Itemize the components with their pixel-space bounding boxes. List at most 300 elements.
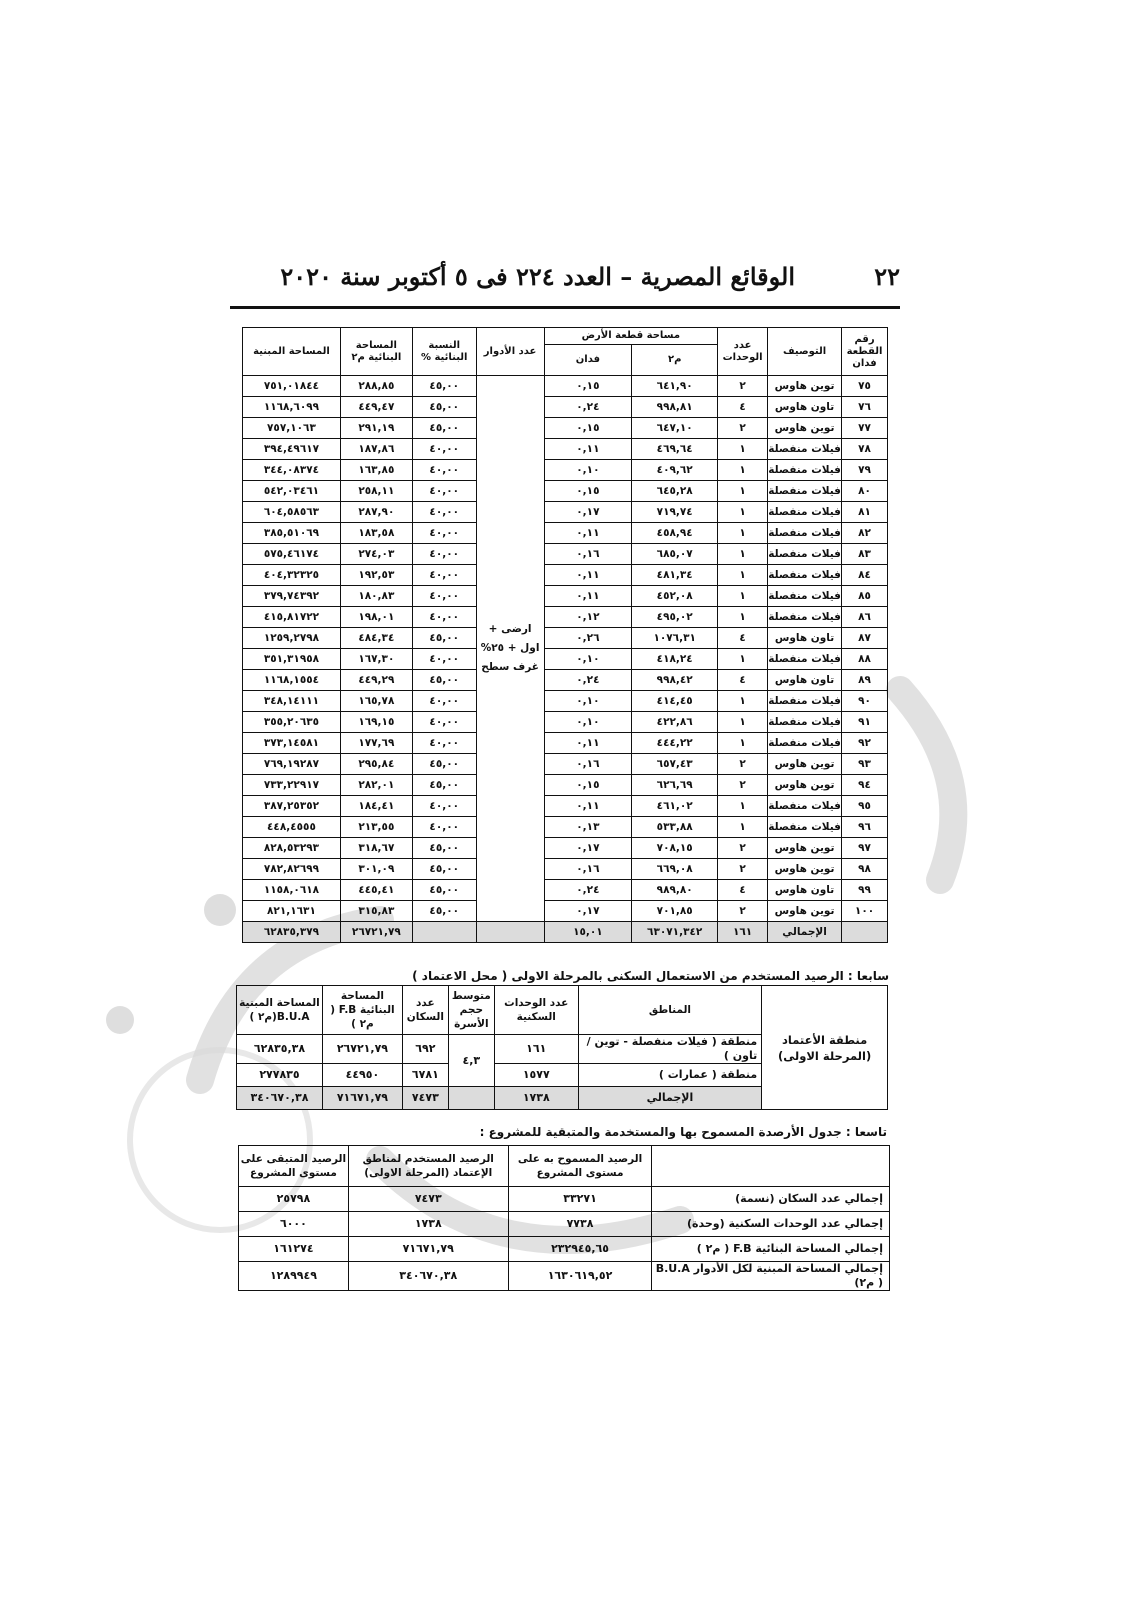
plot-fb-area: ٢٨٧,٩٠	[340, 502, 412, 523]
floors-cell: ارضى + اول + ٢٥% غرف سطح	[476, 376, 544, 922]
plot-bua-area: ١١٦٨,٦٠٩٩	[243, 397, 341, 418]
plot-units: ١	[718, 439, 768, 460]
units-cell: ١٦١	[494, 1035, 578, 1064]
plot-fb-area: ١٦٩,١٥	[340, 712, 412, 733]
plot-area-feddan: ٠,١٠	[544, 460, 632, 481]
allowed-cell: ٣٣٢٧١	[508, 1187, 652, 1212]
plot-area-feddan: ٠,١٠	[544, 649, 632, 670]
population-cell: ٦٧٨١	[402, 1064, 448, 1087]
plot-number: ٧٥	[842, 376, 888, 397]
plot-fb-area: ٢٩٥,٨٤	[340, 754, 412, 775]
plot-ratio: ٤٥,٠٠	[412, 901, 476, 922]
total-fb: ٧١٦٧١,٧٩	[322, 1087, 402, 1110]
plot-number: ٨٨	[842, 649, 888, 670]
plot-bua-area: ٧٥١,٠١٨٤٤	[243, 376, 341, 397]
plot-bua-area: ٨٢٨,٥٣٢٩٣	[243, 838, 341, 859]
t2-header-units: عدد الوحدات السكنية	[494, 986, 578, 1035]
plot-number: ٨١	[842, 502, 888, 523]
header-floors: عدد الأدوار	[476, 328, 544, 376]
plot-description: فيلات منفصلة	[768, 565, 842, 586]
plot-description: فيلات منفصلة	[768, 439, 842, 460]
table-row	[243, 754, 888, 775]
plot-description: توين هاوس	[768, 775, 842, 796]
plot-description: فيلات منفصلة	[768, 481, 842, 502]
plot-description: فيلات منفصلة	[768, 460, 842, 481]
empty-cell	[412, 922, 476, 943]
plot-bua-area: ٣٥٥,٢٠٦٣٥	[243, 712, 341, 733]
plot-ratio: ٤٠,٠٠	[412, 691, 476, 712]
plot-description: فيلات منفصلة	[768, 649, 842, 670]
plot-units: ١	[718, 733, 768, 754]
plot-area-feddan: ٠,١٣	[544, 817, 632, 838]
plot-bua-area: ٣٤٨,١٤١١١	[243, 691, 341, 712]
row-label: إجمالي المساحة البنائية F.B ( م٢ )	[652, 1237, 890, 1262]
plot-units: ٤	[718, 880, 768, 901]
plot-bua-area: ٧٣٣,٢٢٩١٧	[243, 775, 341, 796]
plot-description: فيلات منفصلة	[768, 691, 842, 712]
total-units: ١٧٣٨	[494, 1087, 578, 1110]
table-row	[239, 1237, 890, 1262]
plot-fb-area: ٣٠١,٠٩	[340, 859, 412, 880]
plot-fb-area: ١٦٣,٨٥	[340, 460, 412, 481]
plot-fb-area: ١٨٤,٤١	[340, 796, 412, 817]
plot-number: ٩١	[842, 712, 888, 733]
t2-header-fb: المساحة البنائية F.B ( م٢ )	[322, 986, 402, 1035]
plot-number: ٨٩	[842, 670, 888, 691]
table-row	[243, 397, 888, 418]
remaining-cell: ١٢٨٩٩٤٩	[239, 1262, 349, 1291]
plot-ratio: ٤٥,٠٠	[412, 670, 476, 691]
table-row	[239, 1262, 890, 1291]
plot-ratio: ٤٠,٠٠	[412, 649, 476, 670]
plot-fb-area: ٢٩١,١٩	[340, 418, 412, 439]
plot-bua-area: ٣٧٣,١٤٥٨١	[243, 733, 341, 754]
plot-fb-area: ٢٨٢,٠١	[340, 775, 412, 796]
plot-bua-area: ٧٥٧,١٠٦٣	[243, 418, 341, 439]
plot-area-m2: ٧٠٨,١٥	[632, 838, 718, 859]
plot-units: ١	[718, 586, 768, 607]
header-description: التوصيف	[768, 328, 842, 376]
plot-fb-area: ١٩٨,٠١	[340, 607, 412, 628]
total-fb-area: ٢٦٧٢١,٧٩	[340, 922, 412, 943]
plot-units: ٢	[718, 838, 768, 859]
plot-area-m2: ٤٠٩,٦٢	[632, 460, 718, 481]
plot-number: ٨٥	[842, 586, 888, 607]
plot-number: ٩٩	[842, 880, 888, 901]
empty-cell	[842, 922, 888, 943]
header-rule	[230, 306, 900, 309]
plot-area-feddan: ٠,١٦	[544, 754, 632, 775]
fb-cell: ٢٦٧٢١,٧٩	[322, 1035, 402, 1064]
header-units: عدد الوحدات	[718, 328, 768, 376]
plot-area-m2: ٦٥٧,٤٣	[632, 754, 718, 775]
plot-area-m2: ٤٥٨,٩٤	[632, 523, 718, 544]
total-bua: ٣٤٠٦٧٠,٣٨	[237, 1087, 323, 1110]
plot-units: ١	[718, 502, 768, 523]
plot-ratio: ٤٠,٠٠	[412, 502, 476, 523]
table-row	[243, 586, 888, 607]
plot-area-feddan: ٠,٢٦	[544, 628, 632, 649]
table-row	[243, 859, 888, 880]
plot-ratio: ٤٥,٠٠	[412, 376, 476, 397]
section7-caption: سابعا : الرصيد المستخدم من الاستعمال السكنى بالمرحلة الاولى ( محل الاعتماد )	[412, 969, 889, 983]
plot-area-m2: ٤١٨,٢٤	[632, 649, 718, 670]
plot-bua-area: ١١٦٨,١٥٥٤	[243, 670, 341, 691]
plot-area-feddan: ٠,١١	[544, 523, 632, 544]
allowed-cell: ٧٧٣٨	[508, 1212, 652, 1237]
plot-description: فيلات منفصلة	[768, 817, 842, 838]
fb-cell: ٤٤٩٥٠	[322, 1064, 402, 1087]
plot-description: توين هاوس	[768, 838, 842, 859]
plot-area-feddan: ٠,١١	[544, 733, 632, 754]
units-cell: ١٥٧٧	[494, 1064, 578, 1087]
plot-fb-area: ١٦٥,٧٨	[340, 691, 412, 712]
plot-bua-area: ٣٨٧,٢٥٣٥٢	[243, 796, 341, 817]
t2-header-family: متوسط حجم الأسرة	[448, 986, 494, 1035]
plot-area-m2: ٦٢٦,٦٩	[632, 775, 718, 796]
plot-area-feddan: ٠,١١	[544, 586, 632, 607]
table-row	[243, 418, 888, 439]
page-number: ٢٢	[874, 262, 900, 291]
plot-units: ١	[718, 481, 768, 502]
table-row	[243, 817, 888, 838]
area-name: منطقة ( عمارات )	[578, 1064, 762, 1087]
plot-units: ١	[718, 796, 768, 817]
plot-number: ٩٨	[842, 859, 888, 880]
plot-bua-area: ٤٠٤,٣٢٣٢٥	[243, 565, 341, 586]
plot-units: ٢	[718, 859, 768, 880]
plot-fb-area: ١٧٧,٦٩	[340, 733, 412, 754]
plot-ratio: ٤٥,٠٠	[412, 775, 476, 796]
row-label: إجمالي عدد السكان (نسمة)	[652, 1187, 890, 1212]
plot-bua-area: ٣٧٩,٧٤٣٩٢	[243, 586, 341, 607]
total-units: ١٦١	[718, 922, 768, 943]
plot-number: ٩٧	[842, 838, 888, 859]
header-fb-area: المساحة البنائية م٢	[340, 328, 412, 376]
plot-area-feddan: ٠,١٦	[544, 859, 632, 880]
plot-fb-area: ٣١٥,٨٣	[340, 901, 412, 922]
plot-units: ١	[718, 523, 768, 544]
plot-area-m2: ٧١٩,٧٤	[632, 502, 718, 523]
table-row	[239, 1187, 890, 1212]
plot-area-feddan: ٠,١٦	[544, 544, 632, 565]
plot-bua-area: ٤١٥,٨١٧٢٢	[243, 607, 341, 628]
family-size-cell: ٤,٣	[448, 1035, 494, 1087]
plot-area-feddan: ٠,١٥	[544, 376, 632, 397]
table-row	[243, 712, 888, 733]
table-row	[243, 796, 888, 817]
plot-ratio: ٤٥,٠٠	[412, 838, 476, 859]
plot-area-feddan: ٠,١٠	[544, 691, 632, 712]
total-bua-area: ٦٢٨٣٥,٣٧٩	[243, 922, 341, 943]
header-plot-no: رقم القطعة فدان	[842, 328, 888, 376]
table-row	[243, 502, 888, 523]
plot-number: ٨٠	[842, 481, 888, 502]
plot-description: تاون هاوس	[768, 628, 842, 649]
plot-area-m2: ٦٨٥,٠٧	[632, 544, 718, 565]
used-cell: ٧١٦٧١,٧٩	[348, 1237, 508, 1262]
plot-area-feddan: ٠,١٧	[544, 502, 632, 523]
plot-description: توين هاوس	[768, 754, 842, 775]
plot-number: ٨٢	[842, 523, 888, 544]
plot-fb-area: ١٨٠,٨٣	[340, 586, 412, 607]
plot-ratio: ٤٠,٠٠	[412, 607, 476, 628]
bua-cell: ٢٧٧٨٣٥	[237, 1064, 323, 1087]
t2-header-bua: المساحة المبنية B.U.A(م٢ )	[237, 986, 323, 1035]
plot-ratio: ٤٠,٠٠	[412, 544, 476, 565]
plot-description: توين هاوس	[768, 418, 842, 439]
total-area-m2: ٦٣٠٧١,٣٤٢	[632, 922, 718, 943]
plot-ratio: ٤٠,٠٠	[412, 817, 476, 838]
total-label: الإجمالي	[578, 1087, 762, 1110]
plot-number: ٩٦	[842, 817, 888, 838]
plot-bua-area: ١٢٥٩,٢٧٩٨	[243, 628, 341, 649]
plot-area-m2: ٩٨٩,٨٠	[632, 880, 718, 901]
plot-description: فيلات منفصلة	[768, 502, 842, 523]
plot-area-feddan: ٠,١١	[544, 796, 632, 817]
table-row	[243, 691, 888, 712]
section9-caption: تاسعا : جدول الأرصدة المسموح بها والمستخدمة والمتبقية للمشروع :	[479, 1125, 887, 1139]
plot-units: ٢	[718, 775, 768, 796]
plot-description: فيلات منفصلة	[768, 607, 842, 628]
plot-fb-area: ١٨٣,٥٨	[340, 523, 412, 544]
allowed-cell: ١٦٣٠٦١٩,٥٢	[508, 1262, 652, 1291]
plot-fb-area: ١٦٧,٣٠	[340, 649, 412, 670]
plots-table	[242, 327, 888, 943]
plot-fb-area: ١٨٧,٨٦	[340, 439, 412, 460]
header-ratio: النسبة البنائية %	[412, 328, 476, 376]
empty-cell	[476, 922, 544, 943]
plot-number: ٩٠	[842, 691, 888, 712]
plot-description: توين هاوس	[768, 376, 842, 397]
plot-units: ١	[718, 607, 768, 628]
plot-area-m2: ٦٤٧,١٠	[632, 418, 718, 439]
plot-description: تاون هاوس	[768, 670, 842, 691]
table-row	[243, 901, 888, 922]
plot-number: ٨٤	[842, 565, 888, 586]
plot-description: فيلات منفصلة	[768, 544, 842, 565]
plot-description: تاون هاوس	[768, 397, 842, 418]
allowed-cell: ٢٣٢٩٤٥,٦٥	[508, 1237, 652, 1262]
used-cell: ٣٤٠٦٧٠,٣٨	[348, 1262, 508, 1291]
plot-area-m2: ١٠٧٦,٣١	[632, 628, 718, 649]
total-population: ٧٤٧٣	[402, 1087, 448, 1110]
plot-bua-area: ٤٤٨,٤٥٥٥	[243, 817, 341, 838]
plot-description: توين هاوس	[768, 859, 842, 880]
plot-number: ٨٧	[842, 628, 888, 649]
plot-area-m2: ٤٦١,٠٢	[632, 796, 718, 817]
plot-fb-area: ٤٨٤,٣٤	[340, 628, 412, 649]
plot-number: ٩٣	[842, 754, 888, 775]
total-label: الإجمالي	[768, 922, 842, 943]
plot-ratio: ٤٠,٠٠	[412, 712, 476, 733]
plot-fb-area: ٢٨٨,٨٥	[340, 376, 412, 397]
plot-fb-area: ١٩٢,٥٣	[340, 565, 412, 586]
plot-ratio: ٤٠,٠٠	[412, 460, 476, 481]
plot-number: ٧٨	[842, 439, 888, 460]
section9-table	[238, 1145, 890, 1291]
plot-number: ٩٢	[842, 733, 888, 754]
plot-description: فيلات منفصلة	[768, 586, 842, 607]
plot-units: ٢	[718, 418, 768, 439]
total-row	[243, 922, 888, 943]
plot-area-m2: ٤٩٥,٠٢	[632, 607, 718, 628]
plot-units: ١	[718, 544, 768, 565]
header-feddan: فدان	[544, 345, 632, 376]
plot-area-m2: ٤٨١,٣٤	[632, 565, 718, 586]
table-row	[243, 565, 888, 586]
plot-units: ١	[718, 712, 768, 733]
plot-units: ١	[718, 817, 768, 838]
plot-description: فيلات منفصلة	[768, 796, 842, 817]
remaining-cell: ١٦١٢٧٤	[239, 1237, 349, 1262]
plot-units: ٤	[718, 628, 768, 649]
plot-area-m2: ٩٩٨,٤٢	[632, 670, 718, 691]
plot-ratio: ٤٠,٠٠	[412, 796, 476, 817]
plot-description: فيلات منفصلة	[768, 712, 842, 733]
plot-bua-area: ٣٥١,٣١٩٥٨	[243, 649, 341, 670]
t2-header-population: عدد السكان	[402, 986, 448, 1035]
header-m2: م٢	[632, 345, 718, 376]
remaining-cell: ٦٠٠٠	[239, 1212, 349, 1237]
plot-area-feddan: ٠,٢٤	[544, 670, 632, 691]
plot-units: ٢	[718, 754, 768, 775]
plot-units: ١	[718, 565, 768, 586]
table-row	[243, 628, 888, 649]
area-name: منطقة ( فيلات منفصلة - توين /تاون )	[578, 1035, 762, 1064]
plot-bua-area: ٥٤٢,٠٣٤٦١	[243, 481, 341, 502]
plot-area-feddan: ٠,١١	[544, 439, 632, 460]
plot-area-m2: ٤٦٩,٦٤	[632, 439, 718, 460]
plot-units: ٤	[718, 397, 768, 418]
plot-bua-area: ٣٨٥,٥١٠٦٩	[243, 523, 341, 544]
plot-ratio: ٤٠,٠٠	[412, 565, 476, 586]
total-area-feddan: ١٥,٠١	[544, 922, 632, 943]
plot-bua-area: ٣٤٤,٠٨٣٧٤	[243, 460, 341, 481]
plot-units: ٢	[718, 376, 768, 397]
plot-area-m2: ٤٤٤,٢٢	[632, 733, 718, 754]
plot-fb-area: ٢١٣,٥٥	[340, 817, 412, 838]
plot-area-feddan: ٠,٢٤	[544, 880, 632, 901]
table-row	[243, 775, 888, 796]
zone-label: منطقة الأعتماد (المرحلة الاولى)	[762, 986, 888, 1110]
plot-number: ٧٧	[842, 418, 888, 439]
header-bua-area: المساحة المبنية	[243, 328, 341, 376]
remaining-cell: ٢٥٧٩٨	[239, 1187, 349, 1212]
plot-area-feddan: ٠,١٧	[544, 901, 632, 922]
plot-area-feddan: ٠,١٥	[544, 418, 632, 439]
plot-area-feddan: ٠,١٥	[544, 481, 632, 502]
plot-description: توين هاوس	[768, 901, 842, 922]
plot-bua-area: ٧٦٩,١٩٢٨٧	[243, 754, 341, 775]
plot-area-feddan: ٠,١٠	[544, 712, 632, 733]
used-cell: ١٧٣٨	[348, 1212, 508, 1237]
table-row	[243, 460, 888, 481]
plot-bua-area: ٧٨٢,٨٢٦٩٩	[243, 859, 341, 880]
plot-units: ١	[718, 691, 768, 712]
table-row	[243, 523, 888, 544]
table-row	[243, 670, 888, 691]
plot-units: ١	[718, 649, 768, 670]
plot-area-feddan: ٠,١٢	[544, 607, 632, 628]
plot-number: ٧٦	[842, 397, 888, 418]
plot-units: ٤	[718, 670, 768, 691]
section7-table	[236, 985, 888, 1110]
plot-bua-area: ٨٢١,١٦٣١	[243, 901, 341, 922]
table-row	[243, 439, 888, 460]
plot-ratio: ٤٠,٠٠	[412, 439, 476, 460]
plot-description: فيلات منفصلة	[768, 733, 842, 754]
plot-fb-area: ٢٥٨,١١	[340, 481, 412, 502]
plot-bua-area: ٦٠٤,٥٨٥٦٣	[243, 502, 341, 523]
plot-bua-area: ١١٥٨,٠٦١٨	[243, 880, 341, 901]
plot-fb-area: ٤٤٩,٤٧	[340, 397, 412, 418]
plot-ratio: ٤٥,٠٠	[412, 880, 476, 901]
plot-ratio: ٤٠,٠٠	[412, 586, 476, 607]
plot-number: ٨٣	[842, 544, 888, 565]
plot-area-m2: ٤٥٢,٠٨	[632, 586, 718, 607]
plot-ratio: ٤٥,٠٠	[412, 397, 476, 418]
plot-ratio: ٤٠,٠٠	[412, 481, 476, 502]
population-cell: ٦٩٢	[402, 1035, 448, 1064]
header-land-area: مساحة قطعة الأرض	[544, 328, 718, 345]
plot-ratio: ٤٥,٠٠	[412, 418, 476, 439]
row-label: إجمالي المساحة المبنية لكل الأدوار B.U.A ( م٢)	[652, 1262, 890, 1291]
plot-number: ٧٩	[842, 460, 888, 481]
plot-area-feddan: ٠,١٥	[544, 775, 632, 796]
plot-fb-area: ٤٤٥,٤١	[340, 880, 412, 901]
used-cell: ٧٤٧٣	[348, 1187, 508, 1212]
page-header	[230, 262, 900, 302]
plot-ratio: ٤٥,٠٠	[412, 754, 476, 775]
row-label: إجمالي عدد الوحدات السكنية (وحدة)	[652, 1212, 890, 1237]
table-row	[243, 607, 888, 628]
table-row	[239, 1212, 890, 1237]
plot-units: ١	[718, 460, 768, 481]
table-row	[243, 649, 888, 670]
journal-title: الوقائع المصرية – العدد ٢٢٤ فى ٥ أكتوبر سنة ٢٠٢٠	[280, 262, 795, 291]
table-row	[243, 838, 888, 859]
plot-area-m2: ٦٦٩,٠٨	[632, 859, 718, 880]
plot-area-m2: ٩٩٨,٨١	[632, 397, 718, 418]
plot-number: ٨٦	[842, 607, 888, 628]
plot-number: ٩٥	[842, 796, 888, 817]
plot-fb-area: ٤٤٩,٢٩	[340, 670, 412, 691]
plot-units: ٢	[718, 901, 768, 922]
plot-description: تاون هاوس	[768, 880, 842, 901]
table-row	[243, 733, 888, 754]
plot-area-feddan: ٠,٢٤	[544, 397, 632, 418]
table-row	[243, 544, 888, 565]
plot-area-feddan: ٠,١١	[544, 565, 632, 586]
plot-ratio: ٤٠,٠٠	[412, 523, 476, 544]
t3-header-used: الرصيد المستخدم لمناطق الإعتماد (المرحلة الاولى)	[348, 1146, 508, 1187]
t3-header-remaining: الرصيد المتبقى على مستوى المشروع	[239, 1146, 349, 1187]
plot-area-m2: ٤١٤,٤٥	[632, 691, 718, 712]
bua-cell: ٦٢٨٣٥,٣٨	[237, 1035, 323, 1064]
plot-area-feddan: ٠,١٧	[544, 838, 632, 859]
plot-bua-area: ٣٩٤,٤٩٦١٧	[243, 439, 341, 460]
table-row	[243, 376, 888, 397]
plot-ratio: ٤٥,٠٠	[412, 628, 476, 649]
table-row	[243, 880, 888, 901]
plot-area-m2: ٦٤١,٩٠	[632, 376, 718, 397]
plot-fb-area: ٣١٨,٦٧	[340, 838, 412, 859]
t3-header-allowed: الرصيد المسموح به على مستوى المشروع	[508, 1146, 652, 1187]
plot-ratio: ٤٠,٠٠	[412, 733, 476, 754]
plot-area-m2: ٦٤٥,٢٨	[632, 481, 718, 502]
plot-area-m2: ٤٢٢,٨٦	[632, 712, 718, 733]
